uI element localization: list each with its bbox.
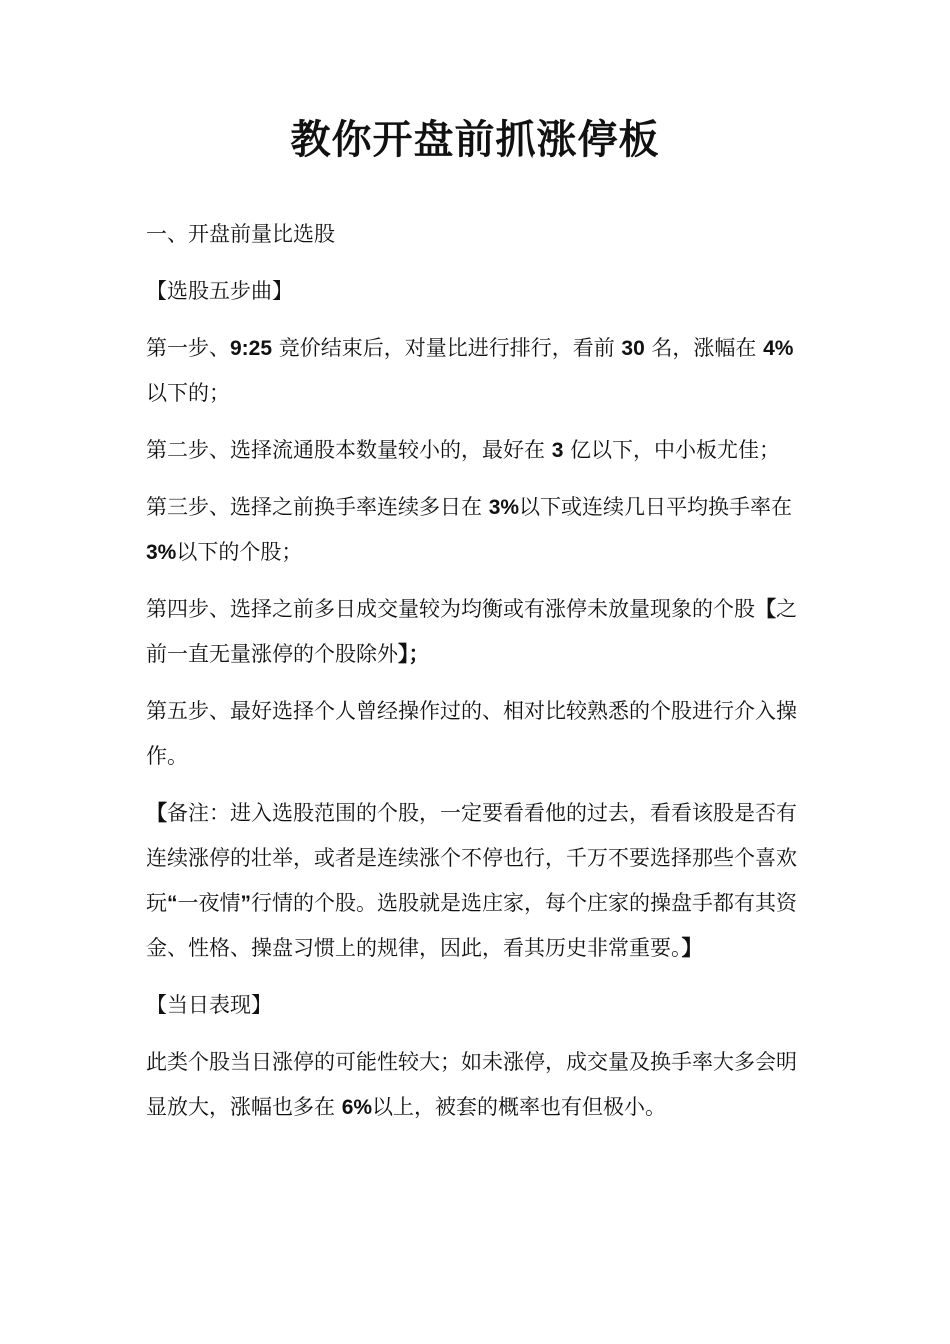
step-4-paragraph	[146, 587, 810, 677]
step-1-rank: 30	[621, 337, 645, 360]
note-quote: “	[167, 892, 178, 915]
step-2-number: 3	[551, 439, 564, 462]
document-title: 教你开盘前抓涨停板	[290, 117, 660, 163]
step-4-bracket: 】；	[398, 643, 430, 666]
step-1-time: 9:25	[230, 337, 273, 360]
step-1-text: 以下的；	[146, 381, 230, 405]
note-paragraph	[146, 791, 810, 971]
document-body	[146, 212, 810, 1130]
note-bracket: 【	[146, 802, 167, 825]
step-1-paragraph	[146, 326, 810, 416]
step-1-text: 第一步、	[146, 336, 230, 360]
step-3-paragraph	[146, 485, 810, 575]
step-3-text: 以下的个股；	[176, 540, 303, 564]
note-text: 行情的个股。选股就是选庄家，每个庄家的操盘手都有其资金、性格、操盘习惯上的规律，因此，看其历史非常重要。	[146, 891, 797, 960]
performance-percent: 6%	[341, 1096, 373, 1119]
subheading-steps: 【选股五步曲】	[146, 279, 293, 303]
step-4-text: 之前一直无量涨停的个股除外	[146, 597, 797, 666]
step-1-text: 竞价结束后，对量比进行排行，看前	[272, 336, 622, 360]
step-3-percent: 3%	[146, 541, 177, 564]
step-3-text: 以下或连续几日平均换手率在	[519, 495, 793, 519]
note-text: 一夜情	[177, 891, 241, 915]
step-1-text: 名，涨幅在	[644, 336, 764, 360]
performance-text: 以上，被套的概率也有但极小。	[372, 1095, 667, 1119]
step-4-text: 第四步、选择之前多日成交量较为均衡或有涨停未放量现象的个股	[146, 597, 755, 621]
step-5-paragraph: 第五步、最好选择个人曾经操作过的、相对比较熟悉的个股进行介入操作。	[146, 699, 797, 768]
step-4-bracket: 【	[755, 598, 776, 621]
note-bracket: 】	[681, 937, 703, 960]
section-heading: 一、开盘前量比选股	[146, 222, 335, 246]
performance-paragraph	[146, 1040, 810, 1130]
note-text: 备注：进入选股范围的个股，一定要看看他的过去，看看该股是否有连续涨停的壮举，或者是连续涨个不停也行，千万不要选择那些个喜欢玩	[146, 801, 797, 915]
step-3-percent: 3%	[488, 496, 520, 519]
step-2-text: 第二步、选择流通股本数量较小的，最好在	[146, 438, 552, 462]
subheading-performance: 【当日表现】	[146, 993, 272, 1017]
step-1-percent: 4%	[763, 337, 794, 360]
performance-text: 此类个股当日涨停的可能性较大；如未涨停，成交量及换手率大多会明显放大，涨幅也多在	[146, 1050, 797, 1119]
step-2-paragraph	[146, 428, 810, 473]
step-2-text: 亿以下，中小板尤佳；	[563, 438, 781, 462]
step-3-text: 第三步、选择之前换手率连续多日在	[146, 495, 489, 519]
note-quote: ”	[240, 892, 251, 915]
